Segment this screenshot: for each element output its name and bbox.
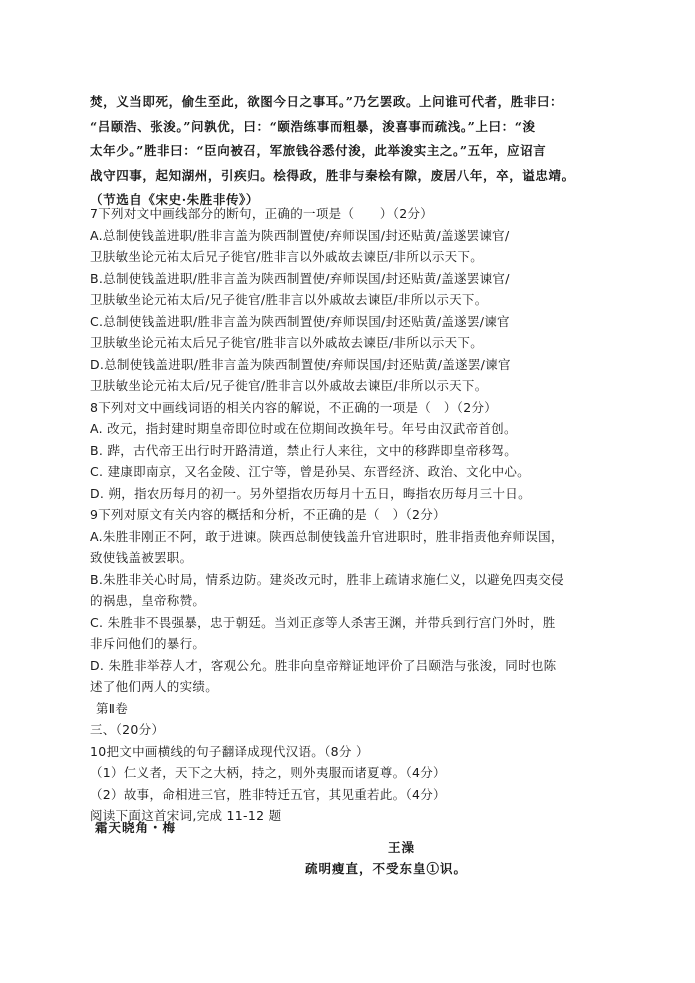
option-8a: A. 改元，指封建时期皇帝即位时或在位期间改换年号。年号由汉武帝首创。 bbox=[90, 421, 517, 436]
poem-title: 霜天晓角・梅 bbox=[95, 820, 177, 835]
question-10-item-1: （1）仁义者，天下之大柄，持之，则外夷服而诸夏尊。（4分） bbox=[90, 765, 446, 780]
poem-author: 王澡 bbox=[388, 840, 416, 855]
option-9b-cont: 的祸患，皇帝称赞。 bbox=[90, 593, 206, 608]
part-heading: 三、（20分） bbox=[90, 722, 165, 737]
passage-excerpt bbox=[90, 90, 645, 213]
option-9a-cont: 致使钱盖被罢职。 bbox=[90, 550, 193, 565]
option-8c: C. 建康即南京，又名金陵、江宁等，曾是孙吴、东晋经济、政治、文化中心。 bbox=[90, 464, 530, 479]
option-7a: A.总制使钱盖进职/胜非言盖为陕西制置使/弃师误国/封还贴黄/盖遂罢谏官/ bbox=[90, 227, 510, 243]
question-10-stem: 10把文中画横线的句子翻译成现代汉语。（8分 ） bbox=[90, 743, 369, 759]
option-9c: C. 朱胜非不畏强暴，忠于朝廷。当刘正彦等人杀害王渊，并带兵到行宫门外时，胜 bbox=[90, 614, 556, 630]
passage-source: （节选自《宋史·朱胜非传》） bbox=[90, 192, 260, 207]
question-9-stem: 9下列对原文有关内容的概括和分析，不正确的是（ ）（2分） bbox=[90, 507, 446, 522]
option-7b: B.总制使钱盖进职/胜非言盖为陕西制置使/弃师误国/封还贴黄/盖遂罢谏官/ bbox=[90, 270, 510, 286]
question-8-stem: 8下列对文中画线词语的相关内容的解说，不正确的一项是（ ）（2分） bbox=[90, 399, 498, 415]
option-7c: C.总制使钱盖进职/胜非言盖为陕西制置使/弃师误国/封还贴黄/盖遂罢/谏官 bbox=[90, 313, 510, 329]
option-7d: D.总制使钱盖进职/胜非言盖为陕西制置使/弃师误国/封还贴黄/盖遂罢/谏官 bbox=[90, 356, 511, 372]
option-8d: D. 朔，指农历每月的初一。另外望指农历每月十五日，晦指农历每月三十日。 bbox=[90, 485, 531, 501]
question-10-item-2: （2）故事，命相进三官，胜非特迁五官，其见重若此。（4分） bbox=[90, 786, 446, 802]
passage-line: 太年少。”胜非曰：“臣向被召，军旅钱谷悉付浚，此举浚实主之。”五年，应诏言 bbox=[90, 143, 547, 158]
option-7c-cont: 卫肤敏坐论元祐太后兄子徙官/胜非言以外戚故去谏臣/非所以示天下。 bbox=[90, 335, 484, 350]
passage-line: “吕颐浩、张浚。”问孰优，曰：“颐浩练事而粗暴，浚喜事而疏浅。”上曰：“浚 bbox=[90, 118, 536, 134]
option-9d-cont: 述了他们两人的实绩。 bbox=[90, 679, 219, 694]
option-7b-cont: 卫肤敏坐论元祐太后/兄子徙官/胜非言以外戚故去谏臣/非所以示天下。 bbox=[90, 292, 488, 307]
passage-line: 焚，义当即死，偷生至此，欲图今日之事耳。”乃乞罢政。上问谁可代者，胜非曰： bbox=[90, 94, 564, 109]
option-9b: B.朱胜非关心时局，情系边防。建炎改元时，胜非上疏请求施仁义，以避免四夷交侵 bbox=[90, 571, 564, 587]
option-9c-cont: 非斥问他们的暴行。 bbox=[90, 636, 206, 651]
poem-instruction: 阅读下面这首宋词,完成 11-12 题 bbox=[90, 808, 282, 823]
option-9a: A.朱胜非刚正不阿，敢于进谏。陕西总制使钱盖升官进职时，胜非指责他弃师误国， bbox=[90, 528, 564, 544]
poem-first-line: 疏明瘦直，不受东皇①识。 bbox=[305, 861, 468, 876]
option-8b: B. 跸，古代帝王出行时开路清道，禁止行人来往，文中的移跸即皇帝移驾。 bbox=[90, 442, 518, 458]
option-7d-cont: 卫肤敏坐论元祐太后/兄子徙官/胜非言以外戚故去谏臣/非所以示天下。 bbox=[90, 378, 488, 393]
option-7a-cont: 卫肤敏坐论元祐太后兄子徙官/胜非言以外戚故去谏臣/非所以示天下。 bbox=[90, 249, 484, 264]
passage-line: 战守四事，起知湖州，引疾归。桧得政，胜非与秦桧有隙，废居八年，卒，谥忠靖。 bbox=[90, 167, 575, 183]
questions-section bbox=[90, 203, 645, 827]
option-9d: D. 朱胜非举荐人才，客观公允。胜非向皇帝辩证地评价了吕颐浩与张浚，同时也陈 bbox=[90, 657, 557, 673]
section-heading: 第Ⅱ卷 bbox=[96, 700, 129, 716]
question-7-stem: 7下列对文中画线部分的断句，正确的一项是（ ）（2分） bbox=[90, 206, 434, 221]
